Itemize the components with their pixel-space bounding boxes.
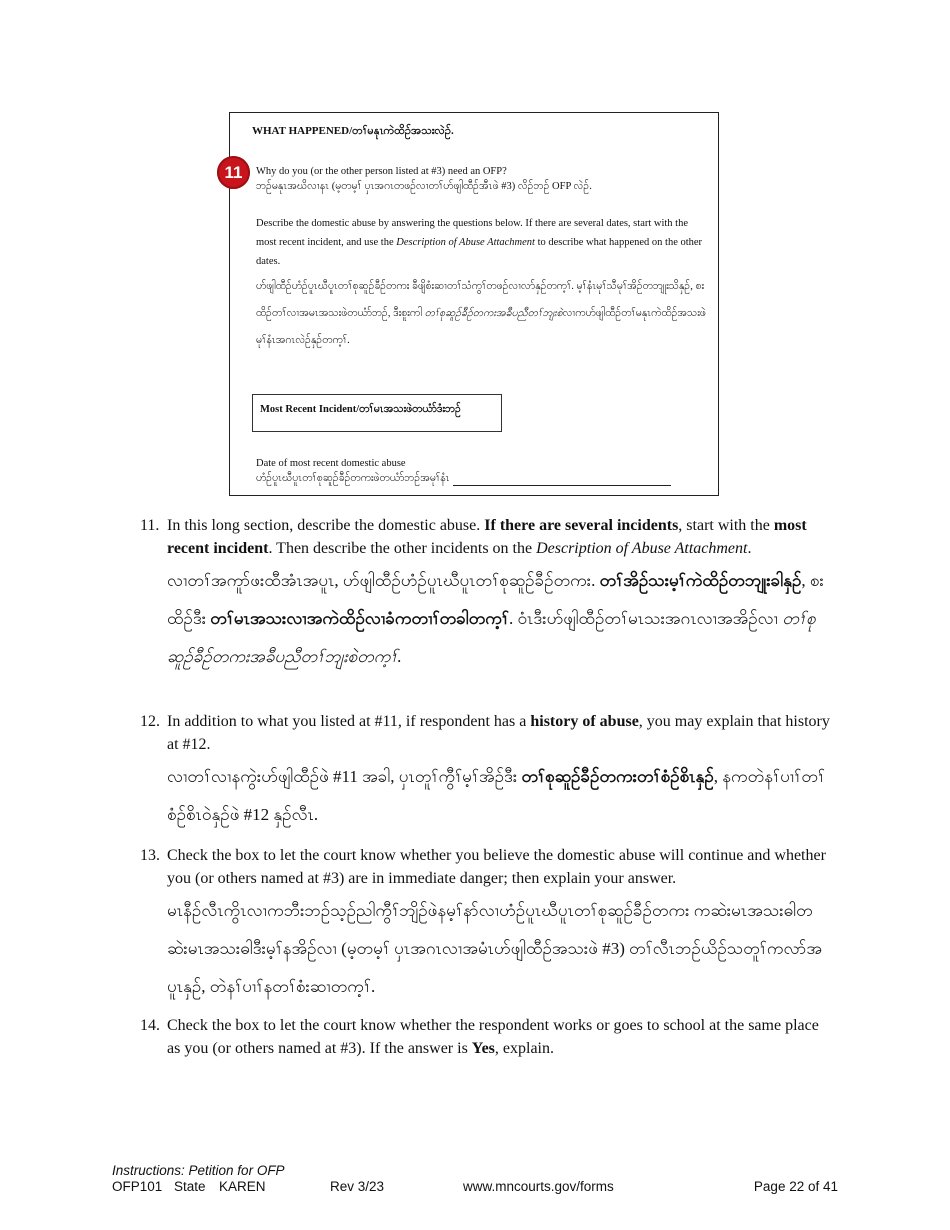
instruction-text: .	[747, 540, 752, 557]
instruction-text: Check the box to let the court know whether the respondent works or goes to school at the same place as you (or others named at #3). If the answer is	[167, 1017, 819, 1057]
instruction-text: In addition to what you listed at #11, if respondent has a	[167, 713, 531, 730]
emphasis-text: most recent incident	[167, 517, 807, 557]
instruction-text: In this long section, describe the domestic abuse.	[167, 517, 485, 534]
instruction-karen	[167, 758, 830, 834]
description-text: ဟ်ဖျါထီဉ်ဟံဉ်ပူၤဃီပူၤတၢ်စုဆူဉ်ခီဉ်တကး ခီဖျိစံးဆၢတၢ်သံကွၢ်တဖဉ်လၢလာ်နှဉ်တက့ၢ်. မ့ၢ်နံၤမုၢ်သီမုၢ်အိဉ်တဘျုးသိနှဉ်, စးထိဉ်တၢ်လၢအမၤအသးဖဲတယံာ်ဘဉ်, ဒီးစူးကါ	[256, 281, 705, 319]
footer-language: KAREN	[219, 1179, 266, 1194]
footer-form-code: OFP101	[112, 1179, 163, 1194]
footer-page-number: Page 22 of 41	[753, 1179, 838, 1194]
description-english	[256, 214, 711, 271]
attachment-reference: တၢ်စုဆူဉ်ခီဉ်တကးအခီပညီတၢ်ဘျးစဲ	[424, 308, 563, 319]
footer-row	[112, 1179, 838, 1195]
instruction-11	[140, 514, 830, 676]
date-label-english: Date of most recent domestic abuse	[256, 458, 406, 469]
instruction-text: , စးထိဉ်ဒီး	[167, 571, 824, 628]
instruction-english	[167, 514, 830, 560]
emphasis-text: တၢ်မၤအသးလၢအကဲထိဉ်လၢခံကတၢၢ်တခါတက့ၢ်	[210, 609, 509, 628]
instruction-12	[140, 710, 830, 834]
description-text: လၢကဟ်ဖျါထီဉ်တၢ်မနုၤကဲထိဉ်အသးဖဲ မုၢ်နံၤအဂၤလဲဉ်နှဉ်တက့ၢ်.	[256, 308, 706, 346]
instruction-text: Check the box to let the court know whether you believe the domestic abuse will continue and whether you (or others named at #3) are in immediate danger; then explain your answer.	[167, 847, 826, 887]
emphasis-text: တၢ်အိဉ်သးမ့ၢ်ကဲထိဉ်တဘျုးခါနှဉ်	[599, 571, 802, 590]
description-block	[256, 214, 711, 354]
emphasis-text: တၢ်စုဆူဉ်ခီဉ်တကးတၢ်စံဉ်စိၤနှဉ်	[521, 767, 714, 786]
instruction-text: လၢတၢ်အကူာ်ဖးထီအံၤအပူၤ, ဟ်ဖျါထီဉ်ဟံဉ်ပူၤဃီပူၤတၢ်စုဆူဉ်ခီဉ်တကး.	[167, 571, 600, 590]
instruction-number: 11.	[140, 517, 160, 534]
question-block	[256, 164, 711, 194]
attachment-reference: တၢ်စုဆူဉ်ခီဉ်တကးအခီပညီတၢ်ဘျးစဲတက့ၢ်.	[167, 609, 816, 666]
instruction-number: 12.	[140, 713, 160, 730]
footer-url-link[interactable]: www.mncourts.gov/forms	[463, 1179, 614, 1194]
question-number-badge: 11	[217, 156, 250, 189]
emphasis-text: Yes	[471, 1040, 495, 1057]
description-karen	[256, 273, 711, 354]
instruction-text: . Then describe the other incidents on the	[268, 540, 537, 557]
date-label-text: ဟံဉ်ပူၤဃီပူၤတၢ်စုဆူဉ်ခီဉ်တကးဖဲတယံာ်ဘဉ်အမုၢ်နံၤ	[256, 473, 450, 485]
footer-title: Instructions: Petition for OFP	[112, 1163, 285, 1178]
instruction-number: 14.	[140, 1017, 160, 1034]
section-heading: WHAT HAPPENED/တၢ်မနုၤကဲထိဉ်အသးလဲဉ်.	[252, 125, 454, 137]
date-label-karen	[256, 471, 711, 486]
instruction-text: , နကတဲနၢ်ပၢၢ်တၢ်စံဉ်စိၤဝဲနှဉ်ဖဲ #12 နှဉ်လီၤ.	[167, 767, 825, 824]
most-recent-incident-box: Most Recent Incident/တၢ်မၤအသးဖဲတယံာ်ဒံးဘဉ်	[252, 394, 502, 432]
instruction-english	[167, 710, 830, 756]
description-text: Describe the domestic abuse by answering the questions below. If there are several dates, start with the most recent incident, and use the	[256, 218, 689, 248]
instruction-text: , explain.	[494, 1040, 554, 1057]
instruction-karen	[167, 892, 830, 1006]
instruction-text: , start with the	[678, 517, 774, 534]
instruction-karen	[167, 562, 830, 676]
question-karen: ဘဉ်မနုၤအဃိလၢနၤ (မ့တမ့ၢ် ပှၤအဂၤတဖဉ်လၢတၢ်ဟ်ဖျါထီဉ်အီၤဖဲ #3) လိဉ်ဘဉ် OFP လဲဉ်.	[256, 181, 592, 193]
attachment-reference: Description of Abuse Attachment	[536, 540, 748, 557]
emphasis-text: history of abuse	[530, 713, 639, 730]
question-english: Why do you (or the other person listed at #3) need an OFP?	[256, 166, 507, 177]
emphasis-text: If there are several incidents	[484, 517, 679, 534]
date-fill-line	[453, 474, 671, 486]
footer-state: State	[174, 1179, 206, 1194]
instruction-english	[167, 1014, 830, 1060]
instruction-number: 13.	[140, 847, 160, 864]
instruction-text: လၢတၢ်လၢနကွဲးဟ်ဖျါထီဉ်ဖဲ #11 အခါ, ပှၤတူၢ်ကွီၢ်မ့ၢ်အိဉ်ဒီး	[167, 767, 522, 786]
instruction-13	[140, 844, 830, 1006]
footer-revision: Rev 3/23	[330, 1179, 385, 1194]
description-text: to describe what happened on the other dates.	[256, 237, 703, 267]
instruction-english	[167, 844, 830, 890]
instruction-text: မၤနီဉ်လီၤကွိၤလၢကဘီးဘဉ်သ့ဉ်ညါကွီၢ်ဘျိဉ်ဖဲနမ့ၢ်နာ်လၢဟံဉ်ပူၤဃီပူၤတၢ်စုဆူဉ်ခီဉ်တကး ကဆဲးမၤအသးဓါတဆဲးမၤအသးဓါဒီးမ့ၢ်နအိဉ်လၢ (မ့တမ့ၢ် ပှၤအဂၤလၢအမံၤဟ်ဖျါထီဉ်အသးဖဲ #3) တၢ်လီၤဘဉ်ယိဉ်သတူၢ်ကလာ်အပူၤနှဉ်, တဲနၢ်ပၢၢ်နတၢ်စံးဆၢတက့ၢ်.	[167, 901, 822, 996]
attachment-reference: Description of Abuse Attachment	[396, 237, 535, 248]
instruction-14	[140, 1014, 830, 1060]
instruction-text: , you may explain that history at #12.	[167, 713, 830, 753]
page-footer	[112, 1163, 838, 1195]
form-excerpt-box	[224, 112, 719, 496]
date-field-block	[256, 456, 711, 486]
instruction-text: . ဝံၤဒီးဟ်ဖျါထီဉ်တၢ်မၤသးအဂၤလၢအအိဉ်လၢ	[508, 609, 783, 628]
